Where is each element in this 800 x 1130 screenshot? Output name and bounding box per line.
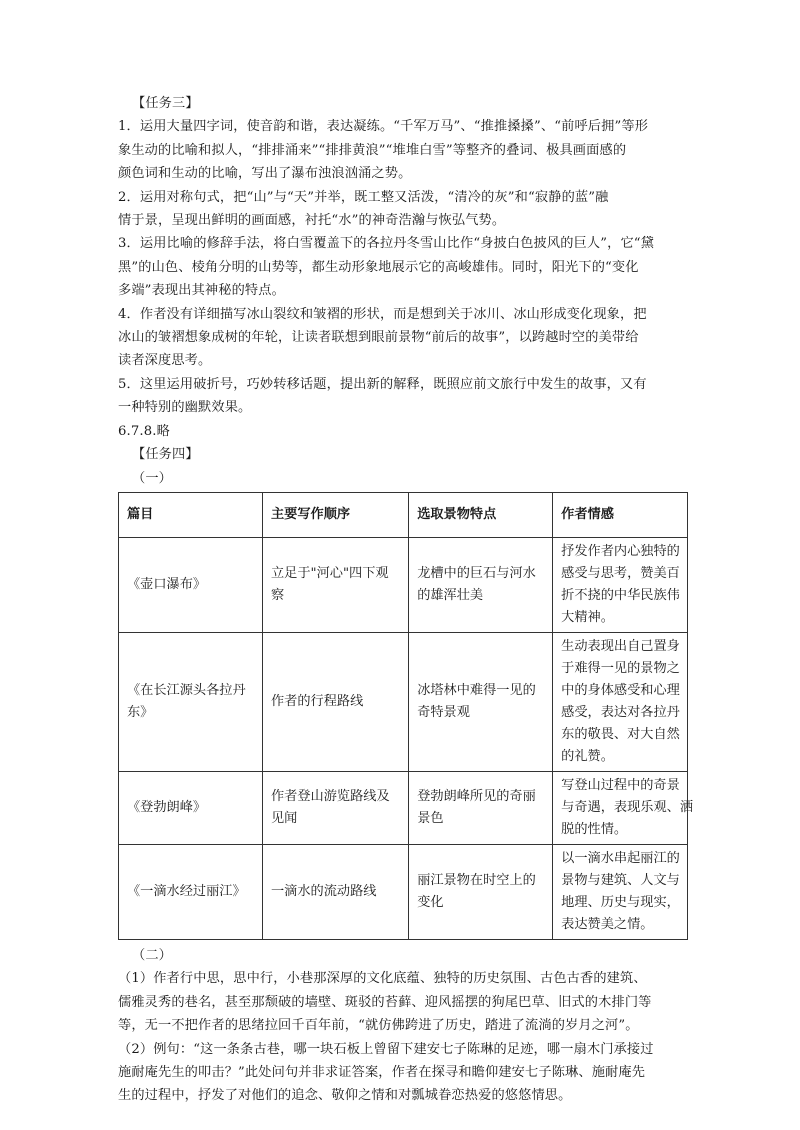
cell-feature-line: 冰塔林中难得一见的 <box>417 682 536 698</box>
cell-feature-line: 龙槽中的巨石与河水 <box>417 565 536 581</box>
answer-line: 象生动的比喻和拟人，“排排涌来”“排排黄浪”“堆堆白雪”等整齐的叠词、极具画面感的 <box>118 142 627 158</box>
cell-feature <box>409 537 553 632</box>
cell-feature-line: 变化 <box>417 894 444 910</box>
answer-line: 一种特别的幽默效果。 <box>118 400 252 416</box>
header-order: 主要写作顺序 <box>262 492 408 537</box>
answer-line: 多端”表现出其神秘的特点。 <box>118 283 285 299</box>
cell-order <box>262 844 408 939</box>
answer-line: 4．作者没有详细描写冰山裂纹和皱褶的形状，而是想到关于冰川、冰山形成变化现象，把 <box>118 306 647 322</box>
cell-order <box>262 632 408 771</box>
cell-emotion <box>553 771 694 844</box>
cell-title <box>119 771 263 844</box>
cell-title <box>119 632 263 771</box>
answer-line: 儒雅灵秀的巷名，甚至那颓破的墙壁、斑驳的苔藓、迎风摇摆的狗尾巴草、旧式的木排门等 <box>118 994 652 1010</box>
header-feature: 选取景物特点 <box>409 492 553 537</box>
cell-title-line: 《壶口瀑布》 <box>127 576 207 592</box>
cell-title-line: 《在长江源头各拉丹 <box>127 682 246 698</box>
cell-order <box>262 771 408 844</box>
answer-line: 等，无一不把作者的思绪拉回千百年前，“就仿佛跨进了历史，踏进了流淌的岁月之河”。 <box>118 1018 639 1034</box>
answer-line: 读者深度思考。 <box>118 353 212 369</box>
cell-emotion-line: 与奇遇，表现乐观、洒 <box>561 799 694 815</box>
cell-emotion-line: 抒发作者内心独特的 <box>561 543 680 559</box>
cell-order <box>262 537 408 632</box>
cell-emotion-line: 中的身体感受和心理 <box>561 682 680 698</box>
task3-heading: 【任务三】 <box>132 96 199 111</box>
task4-heading: 【任务四】 <box>132 447 199 463</box>
cell-title <box>119 537 263 632</box>
cell-emotion-line: 折不挠的中华民族伟 <box>561 587 680 603</box>
cell-feature-line: 的雄浑壮美 <box>417 587 484 603</box>
cell-order-line: 作者登山游览路线及 <box>270 788 390 804</box>
cell-feature-line: 登勃朗峰所见的奇丽 <box>417 788 536 804</box>
answer-line: 2．运用对称句式，把“山”与“天”并举，既工整又活泼，“清冷的灰”和“寂静的蓝”融 <box>118 189 609 205</box>
cell-emotion-line: 大精神。 <box>561 609 614 625</box>
header-emotion: 作者情感 <box>553 492 688 537</box>
document-body <box>118 92 694 1108</box>
cell-title <box>119 844 263 939</box>
cell-title-line: 《登勃朗峰》 <box>127 799 207 815</box>
table-row <box>119 771 688 844</box>
cell-order-line: 一滴水的流动路线 <box>270 883 377 899</box>
cell-emotion-line: 脱的性情。 <box>561 821 628 837</box>
cell-emotion-line: 表达赞美之情。 <box>561 916 654 932</box>
cell-feature <box>409 632 553 771</box>
answer-line: 情于景，呈现出鲜明的画面感，衬托“水”的神奇浩瀚与恢弘气势。 <box>118 213 506 229</box>
answer-line: 黑”的山色、棱角分明的山势等，都生动形象地展示它的高峻雄伟。同时，阳光下的“变化 <box>118 259 639 275</box>
answer-line: 1．运用大量四字词，使音韵和谐，表达凝练。“千军万马”、“推推搡搡”、“前呼后拥”等形 <box>118 119 649 135</box>
cell-order-line: 作者的行程路线 <box>270 693 364 709</box>
cell-order-line: 立足于"河心"四下观 <box>270 565 389 581</box>
cell-emotion <box>553 844 688 939</box>
cell-emotion-line: 以一滴水串起丽江的 <box>561 850 680 866</box>
answer-line: 6.7.8.略 <box>118 423 170 439</box>
cell-emotion <box>553 537 688 632</box>
answer-line: 3．运用比喻的修辞手法，将白雪覆盖下的各拉丹冬雪山比作“身披白色披风的巨人”，它“黛 <box>118 236 655 252</box>
cell-order-line: 察 <box>270 587 285 603</box>
cell-title-line: 东》 <box>127 704 154 720</box>
task4-part1-label: （一） <box>132 470 173 486</box>
table-row <box>119 537 688 632</box>
answer-line: （2）例句：“这一条条古巷，哪一块石板上曾留下建安七子陈琳的足迹，哪一扇木门承接过 <box>118 1041 654 1057</box>
table-row <box>119 632 688 771</box>
cell-emotion-line: 地理、历史与现实， <box>561 894 680 910</box>
cell-feature <box>409 771 553 844</box>
cell-emotion-line: 于难得一见的景物之 <box>561 660 680 676</box>
cell-feature <box>409 844 553 939</box>
cell-emotion <box>553 632 688 771</box>
cell-emotion-line: 生动表现出自己置身 <box>561 638 680 654</box>
task4-part2-answers <box>118 967 684 1107</box>
answer-line: 5．这里运用破折号，巧妙转移话题，提出新的解释，既照应前文旅行中发生的故事，又有 <box>118 376 647 392</box>
header-title: 篇目 <box>119 492 263 537</box>
cell-emotion-line: 感受，表达对各拉丹 <box>561 704 680 720</box>
answer-line: 施耐庵先生的叩击？”此处问句并非求证答案，作者在探寻和瞻仰建安七子陈琳、施耐庵先 <box>118 1064 646 1080</box>
answer-line: 生的过程中，抒发了对他们的追念、敬仰之情和对瓢城眷恋热爱的悠悠情思。 <box>118 1088 572 1104</box>
answer-line: （1）作者行中思，思中行，小巷那深厚的文化底蕴、独特的历史氛围、古色古香的建筑、 <box>118 971 647 987</box>
table-body <box>119 537 694 939</box>
cell-title-line: 《一滴水经过丽江》 <box>127 883 246 899</box>
table-header-row <box>119 492 688 537</box>
cell-emotion-line: 东的敬畏、对大自然 <box>561 726 680 742</box>
task4-part2-label: （二） <box>132 947 173 963</box>
cell-emotion-line: 写登山过程中的奇景 <box>561 777 680 793</box>
task3-answers <box>118 115 684 443</box>
answer-line: 颜色词和生动的比喻，写出了瀑布浊浪汹涌之势。 <box>118 166 412 182</box>
cell-order-line: 见闻 <box>270 810 298 826</box>
cell-feature-line: 景色 <box>417 810 444 826</box>
cell-emotion-line: 景物与建筑、人文与 <box>561 872 680 888</box>
cell-feature-line: 奇特景观 <box>417 704 470 720</box>
cell-emotion-line: 感受与思考，赞美百 <box>561 565 680 581</box>
table-row <box>119 844 688 939</box>
cell-feature-line: 丽江景物在时空上的 <box>417 872 536 888</box>
cell-emotion-line: 的礼赞。 <box>561 748 614 764</box>
answer-line: 冰山的皱褶想象成树的年轮，让读者联想到眼前景物“前后的故事”，以跨越时空的美带给 <box>118 330 639 346</box>
summary-table <box>118 492 694 940</box>
